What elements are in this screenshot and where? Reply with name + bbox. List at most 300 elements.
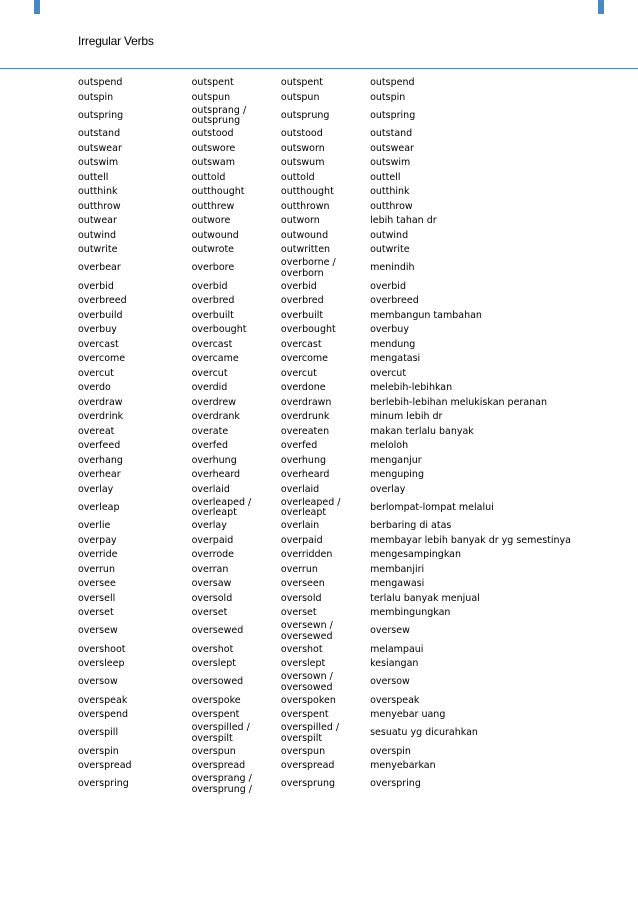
meaning-text: makan terlalu banyak — [370, 425, 474, 437]
past-simple-cell — [186, 548, 275, 563]
past-simple-text: oversold — [191, 592, 233, 604]
meaning-text: mengatasi — [370, 353, 421, 364]
meaning-text: outtell — [370, 171, 401, 183]
base-form-text: outswim — [78, 157, 119, 168]
table-row — [72, 258, 572, 280]
base-form-text: outthrow — [78, 200, 121, 212]
past-simple-text: overdrew — [191, 396, 236, 408]
past-participle-text: overspun — [280, 745, 326, 757]
meaning-cell — [364, 323, 572, 338]
table-row — [72, 745, 572, 760]
meaning-text: outswim — [370, 157, 411, 168]
meaning-text: outthink — [370, 186, 410, 197]
base-form-cell — [72, 534, 186, 549]
past-simple-text: overspilt — [191, 732, 233, 744]
past-simple-cell — [186, 142, 275, 157]
past-participle-cell — [275, 468, 364, 483]
past-simple-text: overcame — [191, 353, 239, 364]
base-form-cell — [72, 258, 186, 280]
past-participle-text: outwound — [280, 229, 329, 241]
base-form-text: overleap — [78, 501, 120, 513]
table-row — [72, 592, 572, 607]
past-participle-text: oversewed — [280, 630, 333, 642]
base-form-text: override — [78, 549, 118, 560]
past-simple-cell — [186, 454, 275, 469]
base-form-text: overhear — [78, 469, 121, 480]
past-simple-text: overlaid — [191, 483, 230, 495]
past-participle-cell — [275, 381, 364, 396]
past-simple-text: outthought — [191, 186, 245, 197]
past-simple-cell — [186, 258, 275, 280]
meaning-text: membangun tambahan — [370, 309, 482, 321]
past-participle-cell — [275, 243, 364, 258]
meaning-cell — [364, 258, 572, 280]
base-form-cell — [72, 338, 186, 353]
past-simple-cell — [186, 468, 275, 483]
base-form-cell — [72, 672, 186, 694]
table-row — [72, 425, 572, 440]
base-form-text: overlie — [78, 520, 111, 531]
meaning-cell — [364, 577, 572, 592]
past-participle-text: oversewn / — [280, 620, 333, 631]
base-form-text: oversew — [78, 625, 118, 637]
table-row — [72, 657, 572, 672]
meaning-cell — [364, 592, 572, 607]
meaning-cell — [364, 643, 572, 658]
past-participle-text: overleaped / — [280, 496, 341, 508]
meaning-text: melebih-lebihkan — [370, 382, 453, 393]
past-simple-text: overran — [191, 563, 229, 575]
meaning-cell — [364, 338, 572, 353]
past-participle-text: outworn — [280, 215, 320, 226]
past-simple-cell — [186, 367, 275, 382]
meaning-cell — [364, 497, 572, 519]
base-form-cell — [72, 185, 186, 200]
past-simple-text: overspent — [191, 709, 240, 720]
base-form-text: overspend — [78, 709, 129, 720]
table-row — [72, 171, 572, 186]
base-form-text: oversell — [78, 592, 116, 604]
past-simple-text: overleaped / — [191, 496, 252, 508]
meaning-cell — [364, 243, 572, 258]
past-simple-text: overslept — [191, 658, 236, 669]
past-participle-text: overridden — [280, 549, 333, 560]
meaning-cell — [364, 483, 572, 498]
base-form-cell — [72, 91, 186, 106]
base-form-text: outspring — [78, 109, 124, 121]
meaning-text: overbreed — [370, 295, 419, 306]
past-participle-text: overborn — [280, 267, 324, 279]
past-simple-text: outthrew — [191, 200, 235, 212]
past-participle-text: overspilled / — [280, 722, 340, 733]
past-simple-cell — [186, 519, 275, 534]
base-form-text: outthink — [78, 186, 118, 197]
past-participle-cell — [275, 280, 364, 295]
past-participle-cell — [275, 76, 364, 91]
past-participle-text: oversown / — [280, 671, 333, 682]
base-form-text: overset — [78, 607, 114, 618]
past-simple-text: outspun — [191, 91, 231, 103]
table-row — [72, 439, 572, 454]
table-row — [72, 214, 572, 229]
meaning-text: overbid — [370, 280, 406, 292]
meaning-text: mendung — [370, 338, 416, 350]
past-simple-text: overfed — [191, 440, 229, 451]
meaning-text: overcut — [370, 367, 407, 379]
past-simple-cell — [186, 563, 275, 578]
past-simple-cell — [186, 214, 275, 229]
base-form-cell — [72, 548, 186, 563]
irregular-verbs-table — [72, 76, 572, 796]
past-participle-text: overbid — [280, 280, 317, 292]
base-form-text: overfeed — [78, 440, 121, 451]
meaning-cell — [364, 91, 572, 106]
meaning-cell — [364, 774, 572, 796]
past-participle-cell — [275, 396, 364, 411]
past-simple-text: overcast — [191, 338, 233, 350]
past-simple-text: overate — [191, 425, 229, 437]
past-simple-cell — [186, 352, 275, 367]
meaning-text: berlompat-lompat melalui — [370, 501, 494, 513]
past-simple-text: outswam — [191, 157, 235, 168]
meaning-cell — [364, 745, 572, 760]
base-form-text: overbuy — [78, 324, 117, 335]
meaning-text: kesiangan — [370, 658, 419, 669]
past-simple-text: outwrote — [191, 244, 235, 255]
table-row — [72, 410, 572, 425]
past-participle-cell — [275, 745, 364, 760]
past-participle-cell — [275, 309, 364, 324]
meaning-cell — [364, 280, 572, 295]
base-form-text: overbreed — [78, 295, 127, 306]
meaning-text: membingungkan — [370, 607, 451, 618]
past-participle-text: outwritten — [280, 244, 331, 255]
base-form-cell — [72, 483, 186, 498]
past-simple-cell — [186, 723, 275, 745]
meaning-text: berlebih-lebihan melukiskan peranan — [370, 396, 548, 408]
past-participle-cell — [275, 127, 364, 142]
meaning-text: meloloh — [370, 440, 409, 451]
meaning-cell — [364, 425, 572, 440]
past-participle-cell — [275, 185, 364, 200]
meaning-text: mengesampingkan — [370, 549, 462, 560]
past-participle-text: outthought — [280, 186, 334, 197]
meaning-cell — [364, 723, 572, 745]
meaning-text: outstand — [370, 128, 413, 139]
past-simple-cell — [186, 280, 275, 295]
past-participle-text: overeaten — [280, 425, 330, 437]
base-form-cell — [72, 759, 186, 774]
past-simple-cell — [186, 229, 275, 244]
meaning-text: minum lebih dr — [370, 411, 443, 422]
table-row — [72, 621, 572, 643]
past-participle-cell — [275, 497, 364, 519]
past-simple-text: outstood — [191, 128, 234, 139]
base-form-text: overspill — [78, 727, 119, 739]
past-participle-cell — [275, 91, 364, 106]
table-row — [72, 229, 572, 244]
base-form-text: overhang — [78, 454, 123, 466]
past-participle-cell — [275, 294, 364, 309]
base-form-text: overcut — [78, 367, 114, 379]
past-participle-cell — [275, 483, 364, 498]
base-form-text: overbuild — [78, 309, 123, 321]
past-simple-cell — [186, 606, 275, 621]
past-participle-cell — [275, 439, 364, 454]
past-participle-cell — [275, 621, 364, 643]
past-participle-cell — [275, 171, 364, 186]
table-row — [72, 280, 572, 295]
past-participle-text: overlaid — [280, 483, 320, 495]
past-simple-cell — [186, 643, 275, 658]
past-simple-cell — [186, 338, 275, 353]
past-simple-cell — [186, 483, 275, 498]
meaning-text: outspend — [370, 77, 415, 88]
table-row — [72, 606, 572, 621]
past-participle-cell — [275, 229, 364, 244]
base-form-cell — [72, 294, 186, 309]
base-form-cell — [72, 381, 186, 396]
past-simple-text: oversprung / — [191, 783, 252, 795]
past-simple-cell — [186, 759, 275, 774]
past-participle-text: oversowed — [280, 681, 333, 693]
past-simple-text: oversewed — [191, 625, 244, 637]
base-form-cell — [72, 643, 186, 658]
past-participle-cell — [275, 723, 364, 745]
past-participle-cell — [275, 323, 364, 338]
past-participle-text: outtold — [280, 171, 315, 183]
past-simple-cell — [186, 694, 275, 709]
past-simple-text: overbuilt — [191, 309, 234, 321]
past-participle-cell — [275, 142, 364, 157]
past-simple-text: overhung — [191, 454, 237, 466]
past-participle-cell — [275, 694, 364, 709]
base-form-cell — [72, 745, 186, 760]
past-simple-text: overleapt — [191, 507, 237, 518]
past-participle-cell — [275, 548, 364, 563]
table-row — [72, 563, 572, 578]
meaning-text: sesuatu yg dicurahkan — [370, 727, 478, 739]
past-participle-text: overcome — [280, 353, 329, 364]
table-row — [72, 759, 572, 774]
past-participle-text: overbought — [280, 324, 336, 335]
base-form-cell — [72, 454, 186, 469]
meaning-text: outwrite — [370, 244, 410, 255]
meaning-text: mengawasi — [370, 578, 425, 589]
meaning-cell — [364, 367, 572, 382]
past-participle-cell — [275, 156, 364, 171]
meaning-cell — [364, 142, 572, 157]
meaning-cell — [364, 105, 572, 127]
base-form-text: overrun — [78, 563, 115, 575]
past-participle-cell — [275, 105, 364, 127]
base-form-text: overcast — [78, 338, 119, 350]
base-form-cell — [72, 229, 186, 244]
base-form-text: outwear — [78, 215, 117, 226]
past-simple-cell — [186, 577, 275, 592]
past-simple-cell — [186, 497, 275, 519]
past-simple-cell — [186, 708, 275, 723]
base-form-cell — [72, 200, 186, 215]
table-row — [72, 200, 572, 215]
past-simple-text: outspent — [191, 77, 234, 88]
table-row — [72, 672, 572, 694]
base-form-cell — [72, 171, 186, 186]
meaning-text: overspeak — [370, 694, 420, 706]
past-participle-cell — [275, 577, 364, 592]
table-row — [72, 185, 572, 200]
table-row — [72, 105, 572, 127]
past-simple-cell — [186, 396, 275, 411]
past-participle-text: overbred — [280, 295, 324, 306]
base-form-text: overpay — [78, 534, 117, 546]
meaning-cell — [364, 708, 572, 723]
meaning-text: overbuy — [370, 324, 409, 335]
past-simple-text: outsprang / — [191, 104, 247, 116]
base-form-cell — [72, 142, 186, 157]
past-participle-text: overslept — [280, 658, 326, 669]
past-participle-text: overspilt — [280, 732, 323, 744]
base-form-text: outspin — [78, 91, 114, 103]
meaning-text: menyebar uang — [370, 709, 446, 720]
meaning-cell — [364, 171, 572, 186]
past-participle-text: overdrunk — [280, 411, 330, 422]
past-participle-cell — [275, 410, 364, 425]
base-form-text: overbid — [78, 280, 114, 292]
base-form-text: overspeak — [78, 694, 128, 706]
base-form-text: outwind — [78, 229, 117, 241]
base-form-text: overdo — [78, 382, 111, 393]
meaning-cell — [364, 309, 572, 324]
past-simple-cell — [186, 243, 275, 258]
base-form-text: overbear — [78, 262, 121, 274]
base-form-cell — [72, 621, 186, 643]
base-form-cell — [72, 592, 186, 607]
past-simple-text: overset — [191, 607, 228, 618]
meaning-text: terlalu banyak menjual — [370, 592, 480, 604]
table-row — [72, 548, 572, 563]
header-corner-mark-left — [34, 0, 40, 14]
past-simple-cell — [186, 171, 275, 186]
table-row — [72, 468, 572, 483]
table-row — [72, 577, 572, 592]
past-participle-text: overseen — [280, 578, 325, 589]
base-form-cell — [72, 439, 186, 454]
past-simple-text: overbid — [191, 280, 228, 292]
table-row — [72, 497, 572, 519]
table-row — [72, 352, 572, 367]
base-form-cell — [72, 563, 186, 578]
base-form-cell — [72, 468, 186, 483]
base-form-text: overeat — [78, 425, 115, 437]
table-row — [72, 338, 572, 353]
table-row — [72, 454, 572, 469]
table-row — [72, 534, 572, 549]
past-participle-text: overcut — [280, 367, 317, 379]
past-participle-text: overdone — [280, 382, 326, 393]
meaning-text: outspin — [370, 91, 406, 103]
past-participle-text: overborne / — [280, 257, 336, 268]
past-simple-text: outsprung — [191, 115, 241, 126]
past-participle-text: overspread — [280, 760, 335, 771]
base-form-text: overlay — [78, 483, 114, 495]
base-form-text: overspring — [78, 778, 129, 790]
meaning-cell — [364, 156, 572, 171]
past-simple-text: overbore — [191, 262, 235, 274]
base-form-text: overshoot — [78, 643, 126, 655]
past-simple-text: overbought — [191, 324, 247, 335]
base-form-cell — [72, 657, 186, 672]
past-simple-text: overbred — [191, 295, 235, 306]
table-row — [72, 694, 572, 709]
past-participle-cell — [275, 258, 364, 280]
past-simple-cell — [186, 774, 275, 796]
base-form-text: oversleep — [78, 658, 125, 669]
past-simple-cell — [186, 381, 275, 396]
meaning-cell — [364, 657, 572, 672]
past-participle-text: overbuilt — [280, 309, 324, 321]
past-simple-cell — [186, 410, 275, 425]
past-simple-text: overspilled / — [191, 722, 250, 733]
base-form-text: overspread — [78, 760, 132, 771]
past-simple-text: overlay — [191, 520, 227, 531]
past-simple-text: overshot — [191, 643, 234, 655]
past-simple-cell — [186, 294, 275, 309]
meaning-cell — [364, 606, 572, 621]
past-participle-text: outswum — [280, 157, 325, 168]
past-participle-text: overheard — [280, 469, 330, 480]
base-form-text: overcome — [78, 353, 126, 364]
base-form-cell — [72, 396, 186, 411]
past-simple-cell — [186, 76, 275, 91]
header-corner-mark-right — [598, 0, 604, 14]
base-form-text: outstand — [78, 128, 121, 139]
base-form-cell — [72, 127, 186, 142]
past-simple-cell — [186, 185, 275, 200]
meaning-text: outspring — [370, 109, 416, 121]
meaning-cell — [364, 548, 572, 563]
table-row — [72, 127, 572, 142]
table-row — [72, 243, 572, 258]
meaning-cell — [364, 76, 572, 91]
past-simple-cell — [186, 127, 275, 142]
past-participle-cell — [275, 425, 364, 440]
past-simple-text: overspun — [191, 745, 236, 757]
meaning-text: outswear — [370, 142, 414, 154]
past-participle-text: overlain — [280, 520, 320, 531]
table-row — [72, 519, 572, 534]
base-form-cell — [72, 76, 186, 91]
past-participle-text: outspent — [280, 77, 324, 88]
past-participle-text: overset — [280, 607, 317, 618]
meaning-cell — [364, 229, 572, 244]
past-simple-cell — [186, 309, 275, 324]
base-form-cell — [72, 606, 186, 621]
table-row — [72, 774, 572, 796]
table-row — [72, 723, 572, 745]
past-participle-cell — [275, 200, 364, 215]
base-form-cell — [72, 214, 186, 229]
base-form-cell — [72, 425, 186, 440]
table-row — [72, 142, 572, 157]
meaning-text: oversow — [370, 676, 410, 688]
past-participle-text: oversold — [280, 592, 322, 604]
meaning-text: menguping — [370, 469, 424, 480]
table-row — [72, 367, 572, 382]
page-title: Irregular Verbs — [78, 34, 154, 48]
past-simple-text: overspread — [191, 760, 246, 771]
past-simple-cell — [186, 91, 275, 106]
